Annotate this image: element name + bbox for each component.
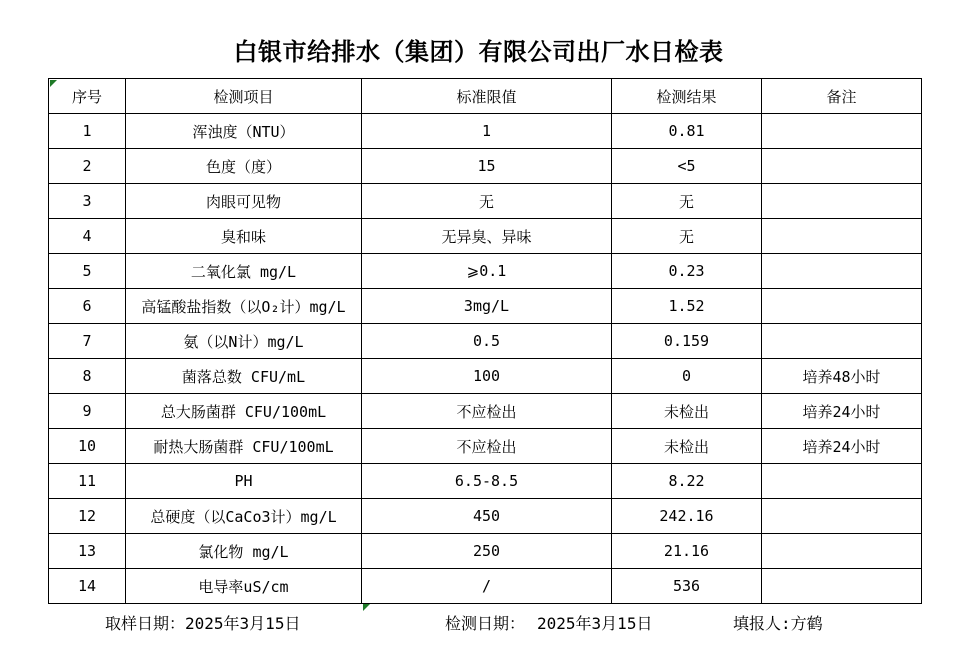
serial-cell: 7 — [49, 324, 126, 359]
test-date-label: 检测日期： — [445, 614, 526, 633]
result-cell: 21.16 — [612, 534, 762, 569]
footer-test-date — [445, 611, 652, 634]
table-row — [49, 289, 922, 324]
result-cell: 8.22 — [612, 464, 762, 499]
sampling-date-label: 取样日期： — [105, 614, 186, 633]
result-cell: 0.81 — [612, 114, 762, 149]
remark-cell — [762, 184, 922, 219]
footer-reporter — [733, 611, 823, 634]
serial-cell: 1 — [49, 114, 126, 149]
col-header-result: 检测结果 — [612, 79, 762, 114]
table-row — [49, 254, 922, 289]
standard-cell: 450 — [362, 499, 612, 534]
remark-cell: 培养48小时 — [762, 359, 922, 394]
result-cell: 未检出 — [612, 429, 762, 464]
item-cell: 耐热大肠菌群 CFU/100mL — [126, 429, 362, 464]
remark-cell — [762, 464, 922, 499]
serial-cell: 6 — [49, 289, 126, 324]
standard-cell: 3mg/L — [362, 289, 612, 324]
item-cell: 浑浊度（NTU） — [126, 114, 362, 149]
col-header-item: 检测项目 — [126, 79, 362, 114]
test-date-value: 2025年3月15日 — [537, 614, 653, 633]
serial-cell: 8 — [49, 359, 126, 394]
table-row — [49, 499, 922, 534]
table-row — [49, 534, 922, 569]
standard-cell: 100 — [362, 359, 612, 394]
result-cell: 0.23 — [612, 254, 762, 289]
table-body — [49, 114, 922, 604]
item-cell: 菌落总数 CFU/mL — [126, 359, 362, 394]
remark-cell — [762, 149, 922, 184]
result-cell: 无 — [612, 184, 762, 219]
standard-cell: 1 — [362, 114, 612, 149]
table-row — [49, 464, 922, 499]
standard-cell: 0.5 — [362, 324, 612, 359]
standard-cell: 无 — [362, 184, 612, 219]
result-cell: 0 — [612, 359, 762, 394]
table-row — [49, 569, 922, 604]
remark-cell — [762, 569, 922, 604]
standard-cell: 不应检出 — [362, 429, 612, 464]
serial-cell: 9 — [49, 394, 126, 429]
serial-cell: 3 — [49, 184, 126, 219]
header-row — [49, 79, 922, 114]
standard-cell: 250 — [362, 534, 612, 569]
item-cell: 电导率uS/cm — [126, 569, 362, 604]
result-cell: <5 — [612, 149, 762, 184]
remark-cell: 培养24小时 — [762, 394, 922, 429]
cell-error-marker-icon — [363, 604, 370, 611]
serial-cell: 2 — [49, 149, 126, 184]
remark-cell — [762, 219, 922, 254]
serial-cell: 13 — [49, 534, 126, 569]
table-row — [49, 149, 922, 184]
serial-cell: 11 — [49, 464, 126, 499]
table-row — [49, 219, 922, 254]
item-cell: 总大肠菌群 CFU/100mL — [126, 394, 362, 429]
remark-cell: 培养24小时 — [762, 429, 922, 464]
reporter-label: 填报人: — [733, 614, 791, 633]
result-cell: 242.16 — [612, 499, 762, 534]
standard-cell: 无异臭、异味 — [362, 219, 612, 254]
sampling-date-value: 2025年3月15日 — [185, 614, 301, 633]
remark-cell — [762, 324, 922, 359]
item-cell: 色度（度） — [126, 149, 362, 184]
reporter-value: 方鹤 — [790, 614, 823, 633]
table-row — [49, 114, 922, 149]
table-row — [49, 359, 922, 394]
serial-cell: 10 — [49, 429, 126, 464]
table-header — [49, 79, 922, 114]
item-cell: 高锰酸盐指数（以O₂计）mg/L — [126, 289, 362, 324]
standard-cell: 15 — [362, 149, 612, 184]
table-row — [49, 429, 922, 464]
item-cell: PH — [126, 464, 362, 499]
col-header-serial: 序号 — [49, 79, 126, 114]
cell-error-marker-icon — [50, 80, 57, 87]
standard-cell: 不应检出 — [362, 394, 612, 429]
col-header-standard: 标准限值 — [362, 79, 612, 114]
standard-cell: ⩾0.1 — [362, 254, 612, 289]
item-cell: 臭和味 — [126, 219, 362, 254]
serial-cell: 14 — [49, 569, 126, 604]
serial-cell: 12 — [49, 499, 126, 534]
table-row — [49, 394, 922, 429]
result-cell: 未检出 — [612, 394, 762, 429]
remark-cell — [762, 499, 922, 534]
col-header-remark: 备注 — [762, 79, 922, 114]
remark-cell — [762, 254, 922, 289]
item-cell: 二氧化氯 mg/L — [126, 254, 362, 289]
inspection-table — [48, 78, 922, 604]
remark-cell — [762, 289, 922, 324]
table-row — [49, 184, 922, 219]
serial-cell: 4 — [49, 219, 126, 254]
remark-cell — [762, 114, 922, 149]
item-cell: 总硬度（以CaCo3计）mg/L — [126, 499, 362, 534]
result-cell: 0.159 — [612, 324, 762, 359]
standard-cell: / — [362, 569, 612, 604]
remark-cell — [762, 534, 922, 569]
page-title: 白银市给排水（集团）有限公司出厂水日检表 — [233, 38, 724, 66]
table-row — [49, 324, 922, 359]
footer-sampling-date — [105, 611, 300, 634]
item-cell: 氨（以N计）mg/L — [126, 324, 362, 359]
serial-cell: 5 — [49, 254, 126, 289]
standard-cell: 6.5-8.5 — [362, 464, 612, 499]
item-cell: 氯化物 mg/L — [126, 534, 362, 569]
result-cell: 536 — [612, 569, 762, 604]
item-cell: 肉眼可见物 — [126, 184, 362, 219]
result-cell: 1.52 — [612, 289, 762, 324]
result-cell: 无 — [612, 219, 762, 254]
